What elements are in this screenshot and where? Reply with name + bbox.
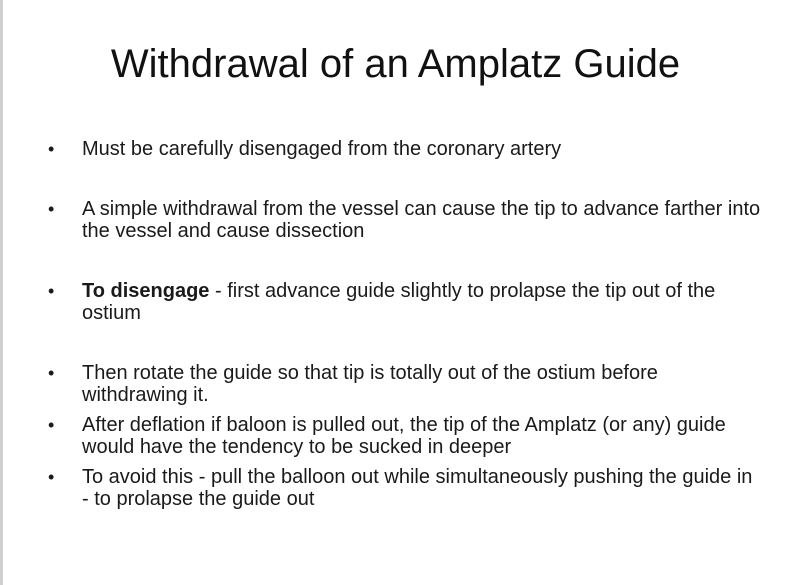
- bullet-item-5: [44, 414, 764, 458]
- bullet-icon: •: [48, 363, 55, 383]
- bullet-text: A simple withdrawal from the vessel can cause the tip to advance farther into the vessel and cause dissection: [82, 198, 761, 242]
- bullet-item-3: [44, 280, 764, 324]
- bullet-item-4: [44, 362, 764, 406]
- bullet-item-6: [44, 466, 764, 510]
- bullet-text: Then rotate the guide so that tip is totally out of the ostium before withdrawing it.: [82, 362, 658, 406]
- bullet-icon: •: [48, 415, 55, 435]
- bullet-text: Must be carefully disengaged from the coronary artery: [82, 138, 562, 160]
- bullet-bold-lead: To disengage: [82, 280, 210, 302]
- bullet-text: After deflation if baloon is pulled out, the tip of the Amplatz (or any) guide would have the tendency to be sucked in deeper: [82, 414, 726, 458]
- bullet-item-2: [44, 198, 764, 242]
- bullet-text: To avoid this - pull the balloon out while simultaneously pushing the guide in - to prolapse the guide out: [82, 466, 753, 510]
- bullet-text: [82, 280, 764, 324]
- bullet-icon: •: [48, 281, 55, 301]
- bullet-item-1: [44, 138, 764, 160]
- bullet-icon: •: [48, 199, 55, 219]
- slide-title: Withdrawal of an Amplatz Guide: [110, 42, 681, 86]
- bullet-rest: - first advance guide slightly to prolapse the tip out of the ostium: [82, 280, 716, 324]
- bullet-icon: •: [48, 467, 55, 487]
- bullet-icon: •: [48, 139, 55, 159]
